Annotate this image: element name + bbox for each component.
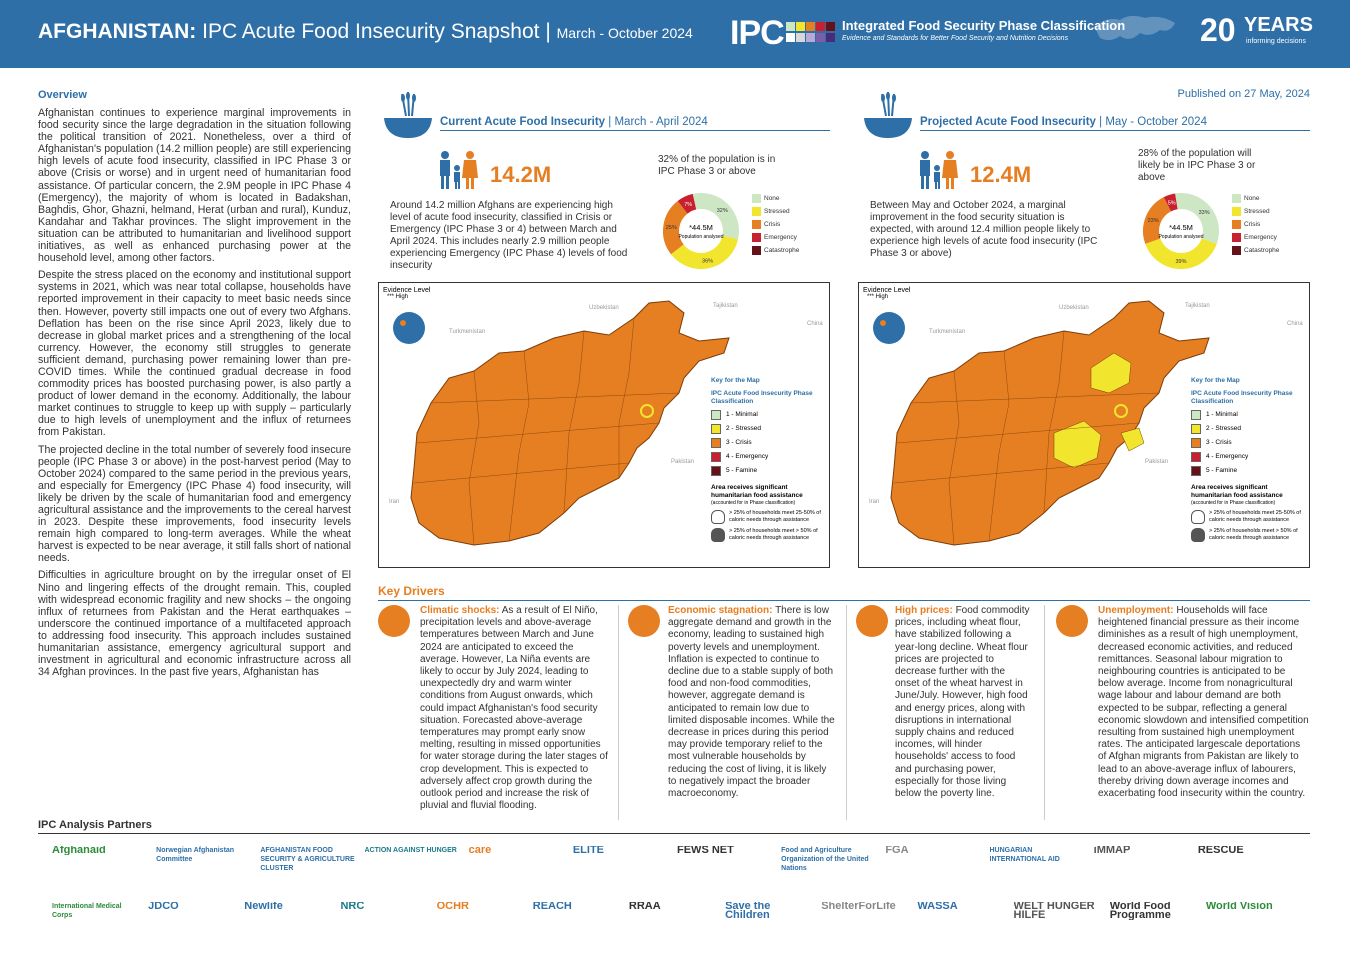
partner-logo: AFGHANISTAN FOOD SECURITY & AGRICULTURE CLUSTER (260, 847, 355, 872)
projected-description: Between May and October 2024, a marginal improvement in the food security situation is expected, with around 12.4 million people likely to experience high levels of acute food insecurity (IPC Phase 3 or above) (870, 200, 1098, 259)
legend-item: Emergency (752, 233, 799, 246)
overview-section (38, 89, 351, 683)
phase-key-item: 1 - Minimal (1191, 410, 1309, 424)
partner-logo: ELITE (572, 846, 604, 855)
donut-slice-label: 7% (684, 201, 693, 208)
years-word: YEARS (1244, 14, 1313, 36)
phase-key-item: 5 - Famine (711, 466, 829, 480)
years-subtitle: informing decisions (1246, 38, 1306, 45)
current-title-text: Current Acute Food Insecurity (440, 116, 606, 128)
donut-center-sub: Population analysed (1158, 234, 1204, 240)
partner-logo: FEWS NET (677, 846, 734, 855)
donut-slice-label: 25% (665, 225, 677, 232)
people-icon (436, 150, 480, 190)
driver-climatic: Climatic shocks: As a result of El Niño, precipitation levels and above-average temperatures between March and June 2024 are anticipated to exceed the average. However, La Niña events are likely to occur by July 2024, leading to unexpectedly dry and warm winter conditions from August onwards, which could impact Afghanistan's food security situation. Forecasted above-average temperatures may prompt early snow melting, resulting in missed opportunities for water storage during the later stages of crop development. This is expected to adversely affect crop growth during the outlook period and increase the risk of pluvial and fluvial flooding. (420, 605, 608, 812)
legend-item: None (752, 194, 799, 207)
driver-separator (846, 605, 847, 820)
assistance-key-2: > 25% of households meet > 50% of caloric needs through assistance (711, 528, 829, 542)
partner-logo: WELT HUNGER HILFE (1013, 902, 1095, 920)
ipc-color-squares (786, 20, 836, 46)
projected-donut-caption: 28% of the population will likely be in IPC Phase 3 or above (1138, 148, 1256, 183)
projected-title: Projected Acute Food Insecurity | May - October 2024 (920, 116, 1310, 131)
country-label: Pakistan (671, 459, 695, 465)
partner-logo: ACTION AGAINST HUNGER (364, 847, 457, 854)
legend-item: Catastrophe (752, 246, 799, 259)
projected-donut-legend (1232, 194, 1279, 259)
partner-logo: World Vision (1205, 902, 1273, 911)
assistance-key-1: > 25% of households meet 25-50% of caloric needs through assistance (711, 510, 829, 524)
price-tag-icon (856, 605, 888, 637)
legend-item: Crisis (752, 220, 799, 233)
overview-paragraph: Despite the stress placed on the economy and institutional support systems in 2021, which was near total collapse, households have reported improvement in their capacity to meet basic needs since then. However, poverty still impacts one out of every two Afghans. Deflation has been on the rise since April 2023, likely due to decrease in global market prices and a strengthening of the local currency. However, the economy still struggles to generate sufficient demand, purchasing power remaining lower than pre-COVID times. While the continued gradual decrease in food commodity prices has boosted purchasing power, is also partly a product of lower demand in the economy. Additionally, the labour market continues to struggle to keep up with supply – particularly due to high levels of unemployment and the influx of returnees from Pakistan. (38, 269, 351, 439)
donut-slice-label: 33% (1198, 209, 1210, 216)
country-label: Tajikistan (1185, 303, 1210, 309)
partner-logo: NRC (340, 902, 365, 911)
current-donut-legend (752, 194, 799, 259)
projected-panel (858, 90, 1310, 570)
partner-logo: iMMAP (1093, 846, 1131, 855)
partner-logo: ShelterForLife (821, 902, 896, 911)
map-key: Key for the Map IPC Acute Food Insecurity Phase Classification 1 - Minimal 2 - Stressed 3 - Crisis 4 - Emergency 5 - Famine Area receives significant humanitarian food assistance (accounted for in Phase classification) > 25% of households meet 25-50% of caloric needs through assistance > 25% of households meet > 50% of caloric needs through assistance (1191, 377, 1309, 542)
partner-logo: Afghanaid (52, 846, 106, 855)
projected-figure: 12.4M (970, 162, 1032, 187)
donut-slice-label: 36% (702, 258, 714, 265)
overview-paragraph: The projected decline in the total number of severely food insecure people (IPC Phase 3 or above) in the post-harvest period (May to October 2024) compared to the same period in the previous years, and especially for Emergency (IPC Phase 4) food insecurity, will likely be driven by the scale of humanitarian food and emergency agricultural assistance and the improvements to the cereal harvest in 2023. Despite these improvements, food insecurity levels remain high compared to long-term averages. While the wheat harvest is expected to be near average, it still falls short of national needs. (38, 443, 351, 565)
key-drivers-heading: Key Drivers (378, 584, 445, 598)
ipc-name: Integrated Food Security Phase Classification (842, 18, 1126, 33)
evidence-level: Evidence Level *** High (383, 287, 431, 300)
partner-logo: Norwegian Afghanistan Committee (156, 847, 235, 863)
header-bar (0, 0, 1350, 68)
phase-key-item: 2 - Stressed (1191, 424, 1309, 438)
partner-logo: care (468, 846, 492, 855)
country-label: Iran (389, 499, 400, 505)
ipc-tagline: Evidence and Standards for Better Food Security and Nutrition Decisions (842, 35, 1069, 42)
country-label: Turkmenistan (929, 329, 966, 335)
economy-chart-icon (628, 605, 660, 637)
partner-logo: Save the Children (725, 902, 771, 920)
projected-title-text: Projected Acute Food Insecurity (920, 116, 1096, 128)
current-map (378, 282, 830, 568)
donut-slice-label: 39% (1175, 259, 1187, 265)
projected-map (858, 282, 1310, 568)
legend-item: Stressed (1232, 207, 1279, 220)
donut-center-value: *44.5M (1169, 223, 1193, 232)
partner-logo: HUNGARIAN INTERNATIONAL AID (989, 847, 1060, 863)
phase-key-item: 5 - Famine (1191, 466, 1309, 480)
legend-item: Stressed (752, 207, 799, 220)
donut-slice-label: 23% (1147, 217, 1159, 224)
published-date: Published on 27 May, 2024 (1177, 88, 1310, 100)
wheat-bowl-icon (860, 90, 916, 142)
overview-heading: Overview (38, 89, 87, 101)
world-map-icon (1090, 8, 1180, 58)
years-number: 20 (1200, 12, 1236, 48)
donut-slice-label: 5% (1167, 200, 1176, 207)
overview-paragraph: Difficulties in agriculture brought on by the irregular onset of El Nino and lingering effects of the drought remain. This, coupled with widespread economic fragility and new shocks – the ongoing influx of returnees from Pakistan and the Herat earthquakes – underscore the continued importance of a multifaceted approach to addressing food insecurity. This approach includes sustained humanitarian assistance, emergency agricultural support and investment in agricultural and economic infrastructure across all 34 Afghan provinces. In the past five years, Afghanistan has (38, 569, 351, 679)
phase-key-item: 3 - Crisis (1191, 438, 1309, 452)
assistance-key-2: > 25% of households meet > 50% of caloric needs through assistance (1191, 528, 1309, 542)
overview-paragraph: Afghanistan continues to experience marginal improvements in food security since the large degradation in the situation following the political transition of 2021. Nonetheless, over a third of Afghanistan's population (14.2 million people) are still experiencing high levels of acute food insecurity, classified in IPC Phase 3 or above (Crisis or worse) and in urgent need of humanitarian food assistance. Of particular concern, the 2.9M people in IPC Phase 4 (Emergency), the majority of whom is located in Badakshan, Baghdis, Ghor, Ghazni, helmand, Herat (urban and rural), Kunduz, Kandahar and Takhar provinces. The slight improvement in the situation can be attributed to humanitarian and livelihood support initiatives, as well as enhanced purchasing power at the household level, among other factors. (38, 107, 351, 265)
donut-center-sub: Population analysed (678, 234, 724, 240)
partner-logo: RRAA (628, 902, 661, 911)
evidence-level: Evidence Level *** High (863, 287, 911, 300)
partner-logo: International Medical Corps (52, 903, 122, 919)
assistance-key-1: > 25% of households meet 25-50% of caloric needs through assistance (1191, 510, 1309, 524)
climate-icon (378, 605, 410, 637)
current-donut-caption: 32% of the population is in IPC Phase 3 or above (658, 154, 776, 177)
legend-item: None (1232, 194, 1279, 207)
donut-slice-label: 32% (716, 207, 728, 214)
current-description: Around 14.2 million Afghans are experiencing high level of acute food insecurity, classified in Crisis or Emergency (IPC Phase 3 or 4) between March and April 2024. This includes nearly 2.9 million people experiencing Emergency (IPC Phase 4) levels of food insecurity (390, 200, 628, 271)
driver-prices: High prices: Food commodity prices, including wheat flour, have stabilized following a year-long decline. Wheat flour prices are projected to decrease further with the onset of the wheat harvest in June/July. However, high food and energy prices, along with disruptions in international supply chains and reduced incomes, will hinder households' access to food and purchasing power, especially for those living below the poverty line. (895, 605, 1030, 800)
phase-key-item: 2 - Stressed (711, 424, 829, 438)
page-title (38, 20, 693, 44)
partner-logo: FGA (885, 846, 909, 855)
partner-logo: WASSA (917, 902, 958, 911)
wheat-bowl-icon (380, 90, 436, 142)
country-label: Uzbekistan (1059, 305, 1089, 311)
country-label: Tajikistan (713, 303, 738, 309)
phase-key-item: 4 - Emergency (1191, 452, 1309, 466)
partners-heading: IPC Analysis Partners (38, 819, 152, 831)
projected-donut-chart (1140, 190, 1222, 272)
partner-logo: JDCO (148, 902, 179, 911)
country-label: Turkmenistan (449, 329, 486, 335)
phase-key-item: 4 - Emergency (711, 452, 829, 466)
donut-center-value: *44.5M (689, 223, 713, 232)
projected-period: May - October 2024 (1105, 116, 1207, 128)
current-title: Current Acute Food Insecurity | March - April 2024 (440, 116, 830, 131)
key-drivers-divider (378, 600, 1310, 601)
phase-key-item: 3 - Crisis (711, 438, 829, 452)
partner-logo: REACH (532, 902, 572, 911)
partners-divider (38, 833, 1310, 834)
country-label: China (807, 321, 823, 327)
title-separator: | (545, 20, 551, 43)
country-name: AFGHANISTAN: (38, 20, 197, 43)
unemployment-icon (1056, 605, 1088, 637)
current-donut-chart (660, 190, 742, 272)
partner-logo: OCHR (436, 902, 469, 911)
country-label: Pakistan (1145, 459, 1169, 465)
ipc-logo: IPC (730, 14, 784, 52)
legend-item: Crisis (1232, 220, 1279, 233)
driver-separator (618, 605, 619, 820)
country-label: China (1287, 321, 1303, 327)
title-text: IPC Acute Food Insecurity Snapshot (202, 20, 540, 43)
current-figure: 14.2M (490, 162, 552, 187)
partner-logo: Food and Agriculture Organization of the United Nations (781, 847, 869, 872)
partner-logo: Newlife (244, 902, 283, 911)
country-label: Iran (869, 499, 880, 505)
partner-logo: RESCUE (1197, 846, 1244, 855)
driver-economic: Economic stagnation: There is low aggregate demand and growth in the economy, leading to sustained high poverty levels and unemployment. Inflation is expected to continue to decline due to a stable supply of both food and non-food commodities, however, aggregate demand is anticipated to remain low due to limited disposable incomes. While the decrease in prices during this period may provide temporary relief to the most vulnerable households by reducing the cost of living, it is likely to negatively impact the broader macroeconomy. (668, 605, 835, 800)
partner-logo: World Food Programme (1109, 902, 1171, 920)
driver-unemployment: Unemployment: Households will face heightened financial pressure as their income diminishes as a result of high unemployment, decreased economic activities, and reduced remittances. Seasonal labour migration to neighbouring countries is anticipated to be below average. Income from nonagricultural wage labour and labour demand are both expected to be subpar, reflecting a general economic slowdown and intensified competition resulting from sustained high unemployment rates. The anticipated largescale deportations of Afghan migrants from Pakistan are likely to lead to an above-average influx of labourers, thereby driving down average incomes and exacerbating food insecurity within the country. (1098, 605, 1309, 800)
legend-item: Emergency (1232, 233, 1279, 246)
current-panel (378, 90, 830, 570)
map-key: Key for the Map IPC Acute Food Insecurity Phase Classification 1 - Minimal 2 - Stressed 3 - Crisis 4 - Emergency 5 - Famine Area receives significant humanitarian food assistance (accounted for in Phase classification) > 25% of households meet 25-50% of caloric needs through assistance > 25% of households meet > 50% of caloric needs through assistance (711, 377, 829, 542)
legend-item: Catastrophe (1232, 246, 1279, 259)
people-icon (916, 150, 960, 190)
driver-separator (1044, 605, 1045, 820)
title-period: March - October 2024 (556, 25, 693, 41)
phase-key-item: 1 - Minimal (711, 410, 829, 424)
current-period: March - April 2024 (614, 116, 708, 128)
donut-slice (694, 201, 731, 238)
country-label: Uzbekistan (589, 305, 619, 311)
